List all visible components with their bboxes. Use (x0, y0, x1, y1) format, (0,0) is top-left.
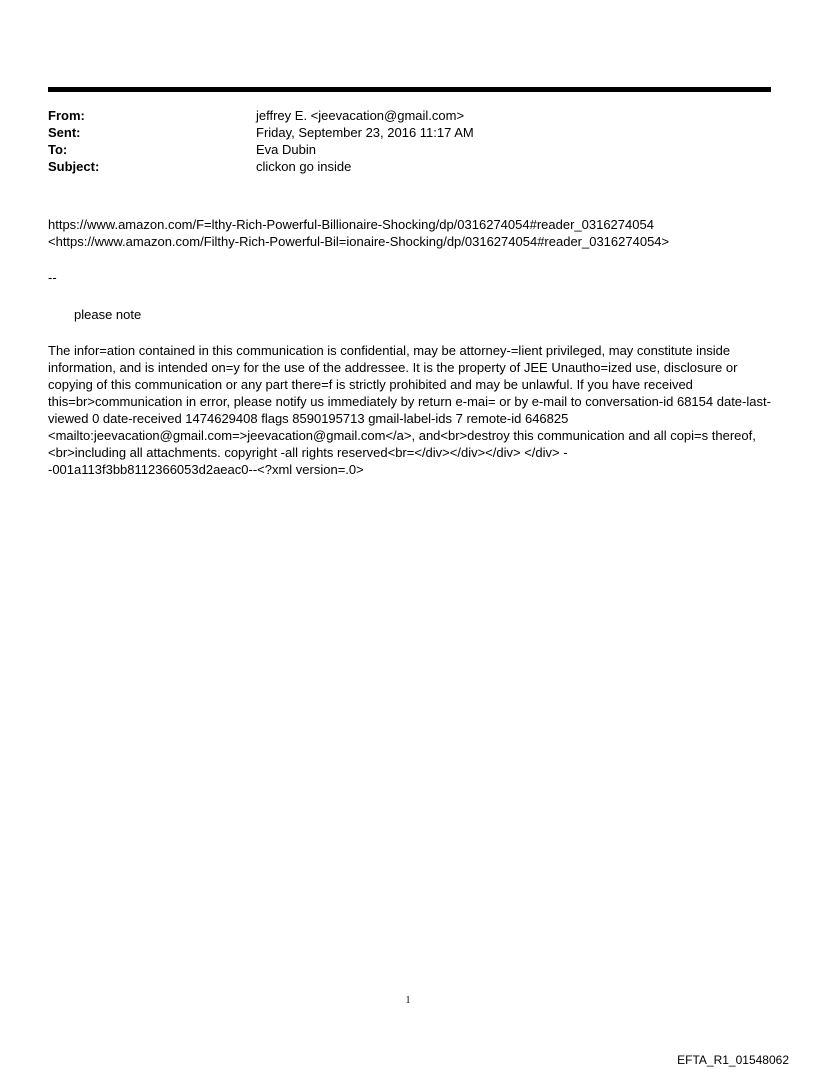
url-line-1: https://www.amazon.com/F=lthy-Rich-Powerful-Billionaire-Shocking/dp/0316274054#reader_0316274054 (48, 217, 654, 232)
from-label: From: (48, 108, 85, 123)
url-line-2: <https://www.amazon.com/Filthy-Rich-Powerful-Bil=ionaire-Shocking/dp/0316274054#reader_0316274054> (48, 234, 670, 249)
subject-label: Subject: (48, 159, 100, 174)
page-number: 1 (405, 995, 411, 1006)
disclaimer-paragraph: The infor=ation contained in this communication is confidential, may be attorney-=lient privileged, may constitute inside information, and is intended on=y for the use of the addressee. It is the property of JEE Unautho=ized use, disclosure or copying of this communication or any part there=f is strictly prohibited and may be unlawful. If you have received this=br>communication in error, please notify us immediately by return e-mai= or by e-mail to conversation-id 68154 date-last-viewed 0 date-received 1474629408 flags 8590195713 gmail-label-ids 7 remote-id 646825 <mailto:jeevacation@gmail.com=>jeevacation@gmail.com</a>, and<br>destroy this communication and all copi=s thereof,<br>including all attachments. copyright -all rights reserved<br=</div></div></div> </div> --001a113f3bb8112366053d2aeac0--<?xml version=.0> (48, 343, 771, 477)
from-row (48, 107, 474, 124)
to-row (48, 141, 474, 158)
to-value: Eva Dubin (256, 142, 316, 157)
to-label: To: (48, 142, 68, 157)
url-block (48, 216, 772, 250)
sent-value: Friday, September 23, 2016 11:17 AM (256, 125, 474, 140)
note-text: please note (74, 307, 142, 322)
email-header (48, 107, 474, 175)
sent-label: Sent: (48, 125, 81, 140)
signature-separator: -- (48, 270, 57, 285)
sent-row (48, 124, 474, 141)
subject-value: clickon go inside (256, 159, 352, 174)
bates-number: EFTA_R1_01548062 (677, 1053, 789, 1067)
from-value: jeffrey E. <jeevacation@gmail.com> (256, 108, 465, 123)
header-rule (48, 87, 771, 92)
subject-row (48, 158, 474, 175)
